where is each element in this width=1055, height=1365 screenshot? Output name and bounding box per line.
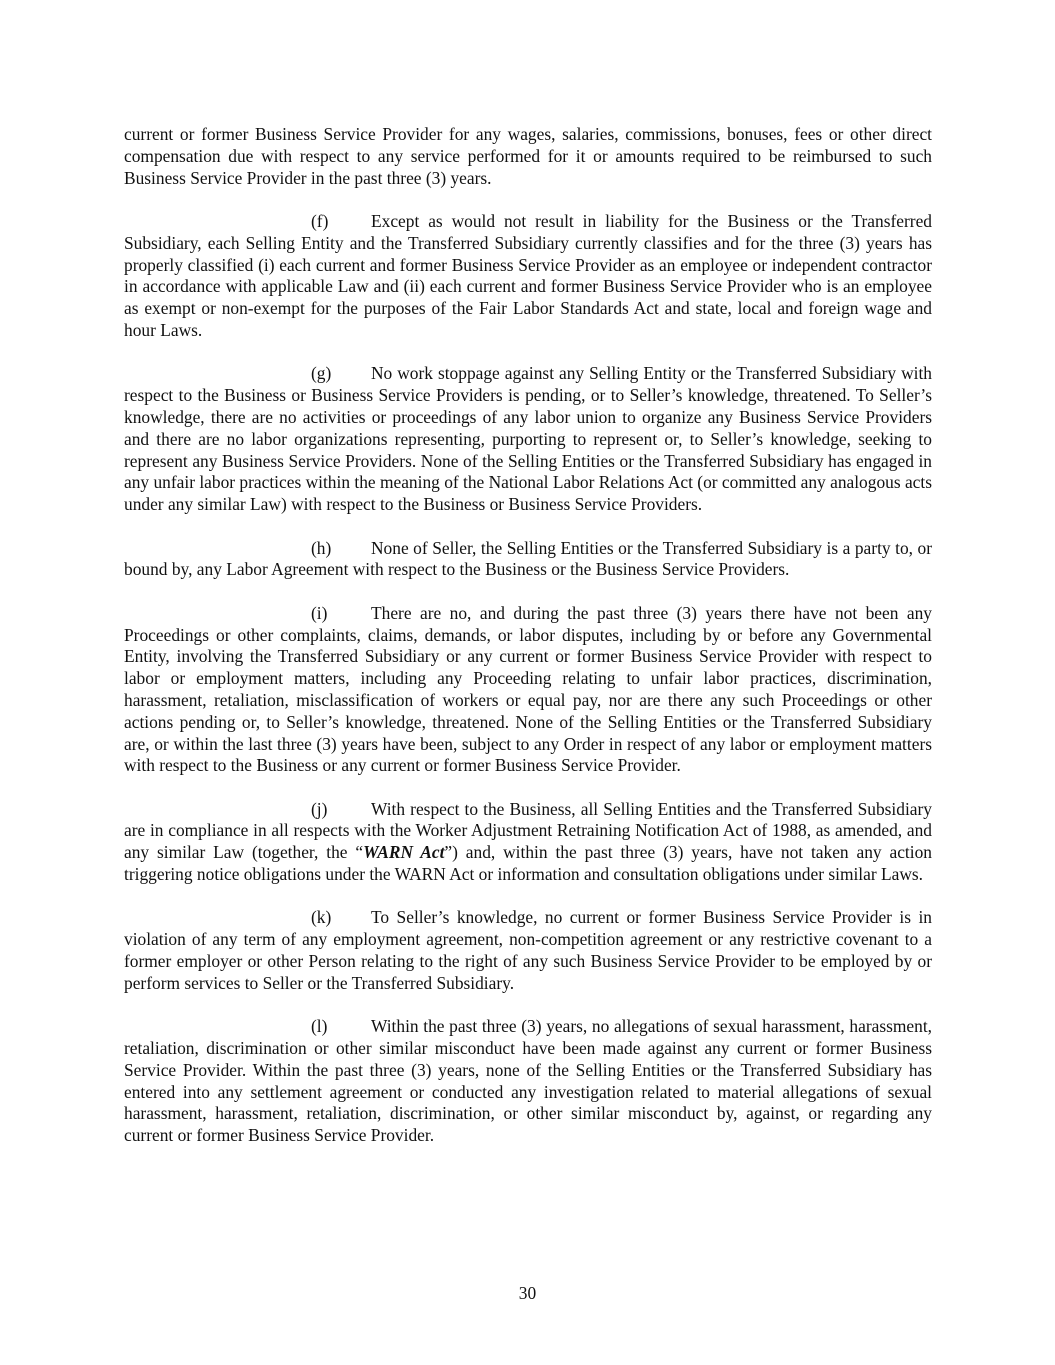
paragraph-text: current or former Business Service Provider for any wages, salaries, commissions, bonuses, fees or other direct compensation due with respect to any service performed for it or amounts required to be reimbursed to such Business Service Provider in the past three (3) years. [124,124,932,188]
paragraph-label: (i) [311,602,328,623]
continuation-paragraph [124,124,932,189]
paragraph-text: No work stoppage against any Selling Entity or the Transferred Subsidiary with respect to the Business or Business Service Providers is pending, or to Seller’s knowledge, threatened. To Seller’s knowledge, there are no activities or proceedings of any labor union to organize any Business Service Providers and there are no labor organizations representing, purporting to represent or, to Seller’s knowledge, seeking to represent any Business Service Providers. None of the Selling Entities or the Transferred Subsidiary has engaged in any unfair labor practices within the meaning of the National Labor Relations Act (or committed any analogous acts under any similar Law) with respect to the Business or Business Service Providers. [124,363,932,515]
paragraph-text: Except as would not result in liability for the Business or the Transferred Subsidiary, each Selling Entity and the Transferred Subsidiary currently classifies and for the three (3) years has properly classified (i) each current and former Business Service Provider as an employee or independent contractor in accordance with applicable Law and (ii) each current and former Business Service Provider who is an employee as exempt or non-exempt for the purposes of the Fair Labor Standards Act and state, local and foreign wage and hour Laws. [124,210,932,340]
paragraph-text: There are no, and during the past three (3) years there have not been any Proceedings or other complaints, claims, demands, or labor disputes, including by or before any Governmental Entity, involving the Transferred Subsidiary or any current or former Business Service Provider with respect to labor or employment matters, including any Proceeding relating to unfair labor practices, discrimination, harassment, retaliation, misclassification of workers or equal pay, nor are there any such Proceedings or other actions pending or, to Seller’s knowledge, threatened. None of the Selling Entities or the Transferred Subsidiary are, or within the last three (3) years have been, subject to any Order in respect of any labor or employment matters with respect to the Business or any current or former Business Service Provider. [124,602,932,776]
paragraph-label: (f) [311,210,329,231]
paragraph-text: With respect to the Business, all Selling Entities and the Transferred Subsidiary are in compliance in all respects with the Worker Adjustment Retraining Notification Act of 1988, as amended, and any similar Law (together, the “ [124,798,932,863]
paragraph-label: (h) [311,537,332,558]
paragraph-g [124,363,932,516]
paragraph-l [124,1016,932,1147]
paragraph-j [124,799,932,886]
document-body [124,124,932,1169]
paragraph-h [124,538,932,582]
paragraph-label: (l) [311,1016,328,1037]
paragraph-text: ”) and, within the past three (3) years, have not taken any action triggering notice obligations under the WARN Act or information and consultation obligations under similar Laws. [124,842,932,885]
paragraph-label: (k) [311,907,332,928]
paragraph-label: (g) [311,363,332,384]
paragraph-text: To Seller’s knowledge, no current or former Business Service Provider is in violation of any term of any employment agreement, non-competition agreement or any restrictive covenant to a former employer or other Person relating to the right of any such Business Service Provider to be employed by or perform services to Seller or the Transferred Subsidiary. [124,907,932,993]
paragraph-text: None of Seller, the Selling Entities or the Transferred Subsidiary is a party to, or bound by, any Labor Agreement with respect to the Business or the Business Service Providers. [124,537,932,580]
paragraph-i [124,603,932,777]
paragraph-text: Within the past three (3) years, no allegations of sexual harassment, harassment, retaliation, discrimination or other similar misconduct have been made against any current or former Business Service Provider. Within the past three (3) years, none of the Selling Entities or the Transferred Subsidiary has entered into any settlement agreement or conducted any investigation related to material allegations of sexual harassment, harassment, retaliation, discrimination, or other similar misconduct by, against, or regarding any current or former Business Service Provider. [124,1016,932,1146]
paragraph-k [124,907,932,994]
defined-term-warn-act: WARN Act [363,842,445,863]
paragraph-label: (j) [311,798,328,819]
page-number: 30 [518,1283,537,1303]
paragraph-f [124,211,932,342]
